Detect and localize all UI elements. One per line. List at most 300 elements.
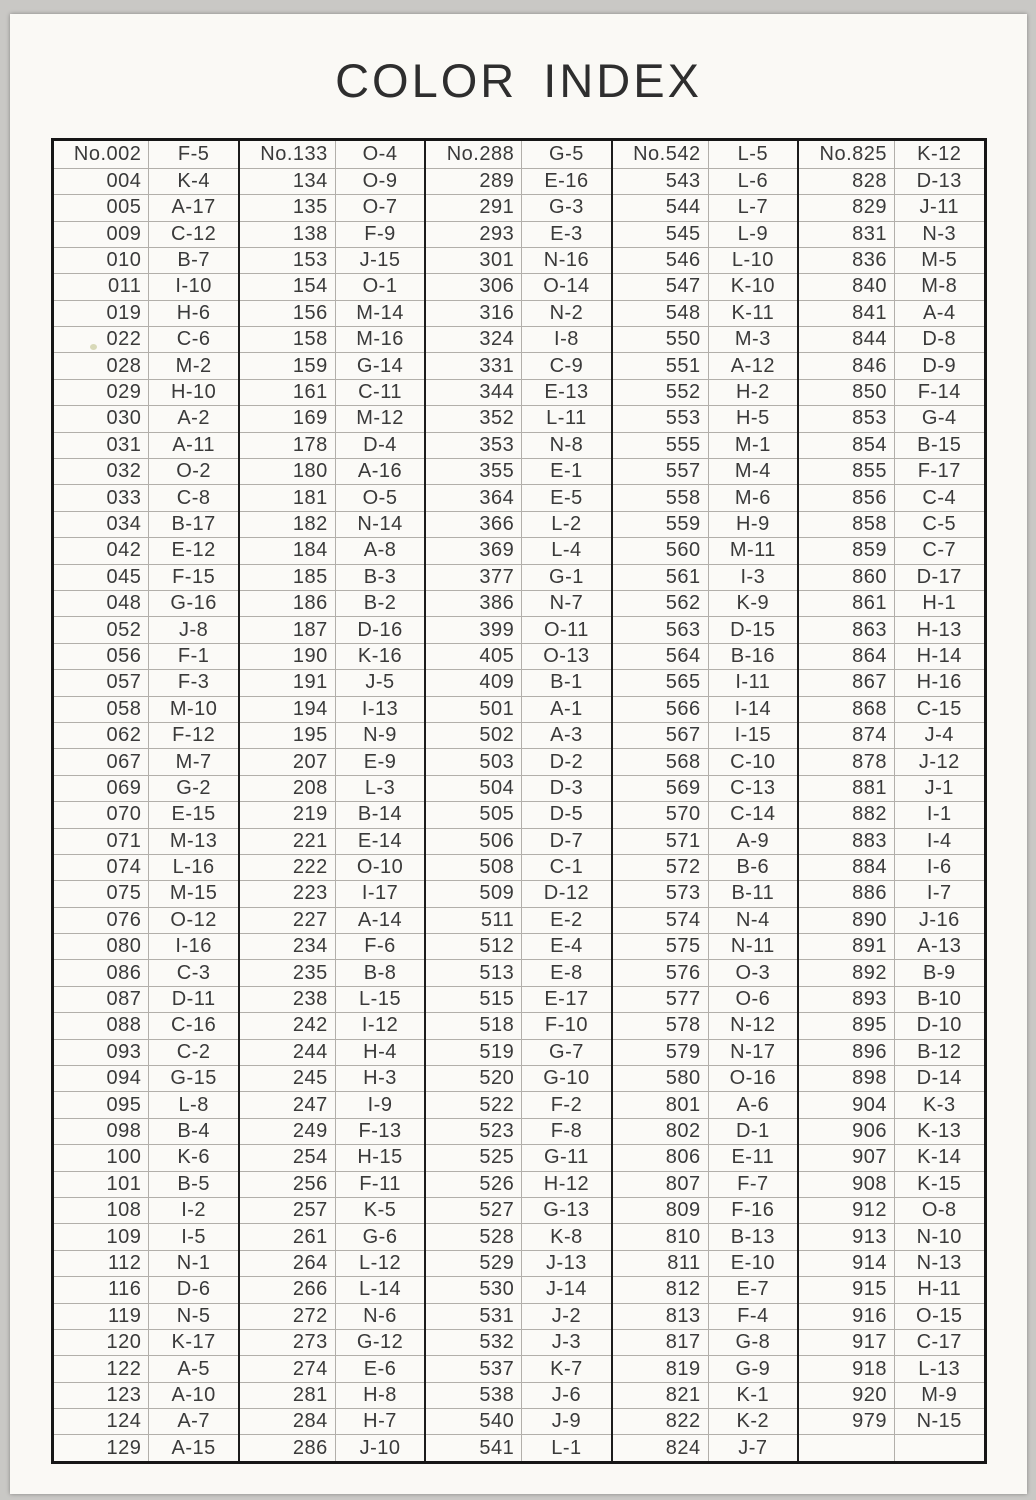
- index-number-cell: 807: [613, 1172, 709, 1197]
- index-number-cell: 301: [426, 248, 522, 273]
- index-code-cell: A-4: [922, 301, 956, 324]
- index-number-cell: 546: [613, 248, 709, 273]
- table-row: [426, 326, 610, 352]
- index-code-cell: M-10: [169, 697, 218, 720]
- index-number-cell: 846: [799, 353, 895, 378]
- index-number-cell: 247: [240, 1092, 336, 1117]
- table-row: [799, 564, 983, 590]
- table-row: [799, 1171, 983, 1197]
- index-number-cell: 094: [54, 1066, 150, 1091]
- table-row: [799, 828, 983, 854]
- index-code-cell: O-5: [362, 486, 398, 509]
- index-code-cell: B-7: [177, 249, 210, 272]
- index-number-cell: 917: [799, 1330, 895, 1355]
- index-number-cell: 221: [240, 829, 336, 854]
- index-code-cell: B-6: [736, 856, 770, 879]
- index-number-cell: 819: [613, 1356, 709, 1381]
- index-code-cell: F-12: [172, 724, 216, 747]
- table-row: [240, 907, 424, 933]
- index-code-cell: E-9: [363, 750, 397, 773]
- index-code-cell: C-4: [922, 486, 957, 509]
- index-number-cell: 123: [54, 1383, 150, 1408]
- index-number-cell: 386: [426, 591, 522, 616]
- index-number-cell: 088: [54, 1013, 150, 1038]
- index-code-cell: L-7: [737, 196, 769, 219]
- index-number-cell: 525: [426, 1145, 522, 1170]
- index-number-cell: 890: [799, 908, 895, 933]
- table-row: [54, 616, 238, 642]
- index-code-cell: I-15: [734, 724, 772, 747]
- index-code-cell: A-9: [736, 829, 770, 852]
- index-code-cell: C-10: [730, 750, 776, 773]
- index-number-cell: 836: [799, 248, 895, 273]
- index-code-cell: A-8: [363, 539, 397, 562]
- index-code-cell: D-11: [171, 988, 216, 1011]
- index-number-cell: 369: [426, 538, 522, 563]
- color-index-table: [51, 138, 987, 1464]
- table-row: [54, 326, 238, 352]
- index-code-cell: L-14: [359, 1278, 402, 1301]
- index-code-cell: O-16: [729, 1067, 777, 1090]
- table-row: [54, 775, 238, 801]
- table-row: [54, 801, 238, 827]
- table-row: [240, 1382, 424, 1408]
- page-title: COLOR INDEX: [335, 54, 702, 107]
- index-code-cell: I-2: [181, 1199, 207, 1222]
- table-row: [613, 748, 797, 774]
- table-row: [613, 168, 797, 194]
- index-code-cell: L-10: [731, 249, 774, 272]
- index-code-cell: G-4: [921, 407, 957, 430]
- index-code-cell: G-6: [362, 1225, 398, 1248]
- table-row: [54, 458, 238, 484]
- table-row: [54, 828, 238, 854]
- table-row: [613, 1408, 797, 1434]
- index-number-cell: 552: [613, 380, 709, 405]
- index-number-cell: 208: [240, 776, 336, 801]
- index-code-cell: J-9: [551, 1410, 582, 1433]
- index-code-cell: I-10: [175, 275, 212, 298]
- index-code-cell: H-5: [735, 407, 770, 430]
- table-row: [54, 854, 238, 880]
- table-row: [613, 933, 797, 959]
- index-number-cell: 242: [240, 1013, 336, 1038]
- index-number-cell: 508: [426, 855, 522, 880]
- index-code-cell: C-17: [916, 1331, 962, 1354]
- index-number-cell: 191: [240, 670, 336, 695]
- index-number-cell: 537: [426, 1356, 522, 1381]
- index-number-cell: 573: [613, 881, 709, 906]
- table-row: [240, 1303, 424, 1329]
- index-number-cell: 855: [799, 459, 895, 484]
- index-code-cell: G-9: [735, 1357, 771, 1380]
- table-row: [54, 669, 238, 695]
- table-row: [799, 194, 983, 220]
- table-row: [426, 880, 610, 906]
- index-code-cell: G-12: [356, 1331, 404, 1354]
- index-number-cell: 086: [54, 960, 150, 985]
- index-number-cell: 893: [799, 987, 895, 1012]
- index-number-cell: 366: [426, 512, 522, 537]
- index-code-cell: G-13: [543, 1199, 590, 1222]
- index-number-cell: 156: [240, 301, 336, 326]
- table-row: [426, 1250, 610, 1276]
- table-row: [799, 1118, 983, 1144]
- table-row: [426, 959, 610, 985]
- index-number-cell: 874: [799, 723, 895, 748]
- index-number-cell: 522: [426, 1092, 522, 1117]
- index-number-cell: 811: [613, 1251, 709, 1276]
- index-number-cell: 030: [54, 406, 150, 431]
- index-code-cell: F-5: [177, 143, 210, 166]
- index-number-cell: 219: [240, 802, 336, 827]
- index-column: [424, 141, 610, 1461]
- index-code-cell: [895, 1435, 984, 1460]
- index-code-cell: D-6: [176, 1278, 211, 1301]
- index-number-cell: 562: [613, 591, 709, 616]
- table-row: [799, 326, 983, 352]
- index-number-cell: 543: [613, 169, 709, 194]
- index-code-cell: H-13: [916, 618, 962, 641]
- table-row: [613, 511, 797, 537]
- table-row: [426, 1197, 610, 1223]
- index-number-cell: 531: [426, 1304, 522, 1329]
- table-row: [240, 1408, 424, 1434]
- index-number-cell: 223: [240, 881, 336, 906]
- index-code-cell: K-11: [731, 301, 775, 324]
- index-number-cell: 840: [799, 274, 895, 299]
- table-row: [799, 959, 983, 985]
- index-code-cell: B-14: [357, 803, 403, 826]
- table-row: [54, 273, 238, 299]
- table-row: [426, 801, 610, 827]
- index-code-cell: H-9: [735, 513, 770, 535]
- table-row: [613, 669, 797, 695]
- index-code-cell: A-3: [550, 724, 583, 747]
- index-code-cell: C-3: [176, 961, 211, 984]
- table-row: [54, 1118, 238, 1144]
- index-number-cell: 195: [240, 723, 336, 748]
- index-number-cell: 067: [54, 749, 150, 774]
- index-code-cell: L-6: [737, 169, 769, 192]
- table-row: [426, 484, 610, 510]
- index-code-cell: K-4: [177, 169, 210, 192]
- index-code-cell: K-14: [917, 1146, 962, 1169]
- table-row: [240, 326, 424, 352]
- index-number-cell: 161: [240, 380, 336, 405]
- table-row: [426, 432, 610, 458]
- index-code-cell: K-8: [550, 1225, 583, 1248]
- index-number-cell: 004: [54, 169, 150, 194]
- table-row: [240, 854, 424, 880]
- index-number-cell: 399: [426, 617, 522, 642]
- table-row: [426, 564, 610, 590]
- index-code-cell: M-12: [356, 407, 404, 430]
- index-number-cell: 550: [613, 327, 709, 352]
- index-number-cell: 293: [426, 222, 522, 247]
- index-number-cell: 520: [426, 1066, 522, 1091]
- table-row: [426, 1065, 610, 1091]
- index-code-cell: A-11: [172, 433, 216, 456]
- index-number-cell: 915: [799, 1277, 895, 1302]
- index-number-cell: 506: [426, 829, 522, 854]
- table-row: [613, 300, 797, 326]
- table-row: [799, 722, 983, 748]
- index-number-cell: 235: [240, 960, 336, 985]
- table-row: [54, 643, 238, 669]
- index-code-cell: F-8: [550, 1119, 583, 1142]
- index-number-cell: 898: [799, 1066, 895, 1091]
- index-number-cell: 559: [613, 512, 709, 537]
- index-number-cell: 891: [799, 934, 895, 959]
- index-code-cell: K-2: [736, 1410, 770, 1433]
- table-row: [54, 986, 238, 1012]
- index-code-cell: C-9: [549, 354, 584, 377]
- index-code-cell: H-3: [363, 1067, 397, 1090]
- index-code-cell: B-16: [730, 644, 775, 667]
- index-number-cell: 005: [54, 195, 150, 220]
- index-number-cell: 057: [54, 670, 150, 695]
- index-number-cell: 913: [799, 1224, 895, 1249]
- index-code-cell: M-9: [921, 1383, 958, 1406]
- index-number-cell: 032: [54, 459, 150, 484]
- index-code-cell: N-7: [549, 592, 584, 615]
- table-row: [426, 669, 610, 695]
- table-row: [799, 1434, 983, 1460]
- table-row: [799, 273, 983, 299]
- index-number-cell: 274: [240, 1356, 336, 1381]
- index-number-cell: 563: [613, 617, 709, 642]
- index-number-cell: 574: [613, 908, 709, 933]
- table-row: [426, 1012, 610, 1038]
- index-number-cell: 306: [426, 274, 522, 299]
- index-code-cell: I-6: [926, 856, 952, 879]
- index-code-cell: J-14: [546, 1278, 587, 1301]
- table-row: [240, 511, 424, 537]
- index-number-cell: 501: [426, 697, 522, 722]
- index-number-cell: 802: [613, 1119, 709, 1144]
- index-number-cell: 560: [613, 538, 709, 563]
- index-number-cell: 858: [799, 512, 895, 537]
- index-number-cell: 511: [426, 908, 522, 933]
- index-number-cell: 182: [240, 512, 336, 537]
- index-number-cell: 158: [240, 327, 336, 352]
- table-row: [240, 300, 424, 326]
- index-number-cell: No.133: [240, 141, 336, 167]
- index-code-cell: K-6: [177, 1146, 210, 1169]
- table-row: [426, 748, 610, 774]
- index-number-cell: 813: [613, 1304, 709, 1329]
- index-code-cell: G-7: [549, 1040, 584, 1063]
- index-number-cell: 519: [426, 1040, 522, 1065]
- index-number-cell: 286: [240, 1435, 336, 1460]
- table-row: [799, 1065, 983, 1091]
- index-number-cell: 908: [799, 1172, 895, 1197]
- table-row: [240, 379, 424, 405]
- index-code-cell: N-10: [916, 1225, 962, 1248]
- table-row: [799, 801, 983, 827]
- table-row: [613, 1382, 797, 1408]
- index-code-cell: K-3: [922, 1093, 956, 1116]
- index-code-cell: I-13: [361, 697, 399, 720]
- index-number-cell: 906: [799, 1119, 895, 1144]
- index-number-cell: 577: [613, 987, 709, 1012]
- index-code-cell: E-6: [363, 1357, 397, 1380]
- index-code-cell: J-3: [551, 1331, 582, 1354]
- index-code-cell: A-15: [171, 1436, 216, 1459]
- index-number-cell: 074: [54, 855, 150, 880]
- index-number-cell: 355: [426, 459, 522, 484]
- index-number-cell: 904: [799, 1092, 895, 1117]
- index-code-cell: H-7: [363, 1410, 397, 1433]
- index-code-cell: D-12: [543, 882, 590, 905]
- index-number-cell: 854: [799, 433, 895, 458]
- index-code-cell: A-16: [357, 460, 403, 483]
- table-row: [240, 1276, 424, 1302]
- index-code-cell: B-3: [363, 565, 397, 588]
- index-number-cell: 028: [54, 353, 150, 378]
- index-number-cell: 545: [613, 222, 709, 247]
- table-row: [799, 1144, 983, 1170]
- index-number-cell: 256: [240, 1172, 336, 1197]
- index-number-cell: 238: [240, 987, 336, 1012]
- table-row: [240, 458, 424, 484]
- index-code-cell: E-16: [544, 169, 589, 192]
- index-code-cell: A-17: [171, 196, 216, 219]
- index-number-cell: 042: [54, 538, 150, 563]
- table-row: [799, 1355, 983, 1381]
- table-row: [240, 696, 424, 722]
- index-code-cell: H-6: [176, 301, 211, 324]
- table-row: [426, 405, 610, 431]
- index-number-cell: 561: [613, 565, 709, 590]
- index-code-cell: O-3: [735, 961, 771, 984]
- index-number-cell: 324: [426, 327, 522, 352]
- index-code-cell: J-2: [551, 1304, 582, 1327]
- table-row: [426, 1171, 610, 1197]
- index-code-cell: F-15: [172, 565, 216, 588]
- index-number-cell: 569: [613, 776, 709, 801]
- table-row: [426, 722, 610, 748]
- table-row: [240, 537, 424, 563]
- table-row: [426, 854, 610, 880]
- index-code-cell: D-16: [357, 618, 403, 641]
- index-code-cell: N-14: [357, 513, 403, 535]
- table-row: [426, 511, 610, 537]
- index-code-cell: E-13: [544, 381, 589, 404]
- index-number-cell: 564: [613, 644, 709, 669]
- index-number-cell: [799, 1435, 895, 1460]
- table-row: [54, 1250, 238, 1276]
- index-number-cell: 884: [799, 855, 895, 880]
- index-code-cell: G-16: [170, 592, 217, 615]
- index-code-cell: E-17: [544, 988, 589, 1011]
- table-row: [799, 405, 983, 431]
- table-row: [240, 1118, 424, 1144]
- index-code-cell: D-5: [549, 803, 584, 826]
- index-number-cell: 505: [426, 802, 522, 827]
- table-row: [240, 880, 424, 906]
- table-row: [613, 273, 797, 299]
- index-code-cell: J-5: [365, 671, 395, 694]
- index-code-cell: M-5: [921, 249, 958, 272]
- table-row: [426, 1303, 610, 1329]
- index-code-cell: B-10: [917, 988, 962, 1011]
- table-row: [54, 696, 238, 722]
- table-row: [54, 1144, 238, 1170]
- index-number-cell: 576: [613, 960, 709, 985]
- index-code-cell: A-14: [357, 908, 403, 931]
- table-row: [240, 564, 424, 590]
- table-row: [426, 1276, 610, 1302]
- index-code-cell: N-12: [730, 1014, 776, 1037]
- index-code-cell: I-3: [740, 565, 766, 588]
- table-row: [54, 1223, 238, 1249]
- table-row: [240, 748, 424, 774]
- index-number-cell: 578: [613, 1013, 709, 1038]
- table-row: [799, 1408, 983, 1434]
- table-row: [240, 828, 424, 854]
- index-number-cell: 031: [54, 433, 150, 458]
- table-row: [426, 247, 610, 273]
- table-row: [799, 1276, 983, 1302]
- index-code-cell: D-10: [916, 1014, 962, 1037]
- table-row: [613, 1250, 797, 1276]
- index-code-cell: D-1: [735, 1119, 770, 1142]
- index-code-cell: D-3: [549, 776, 584, 799]
- table-row: [613, 801, 797, 827]
- index-code-cell: O-13: [543, 644, 590, 667]
- index-number-cell: 112: [54, 1251, 150, 1276]
- index-code-cell: D-17: [916, 565, 962, 588]
- index-number-cell: 518: [426, 1013, 522, 1038]
- index-column: [238, 141, 424, 1461]
- table-row: [54, 300, 238, 326]
- table-row: [613, 616, 797, 642]
- index-number-cell: 864: [799, 644, 895, 669]
- index-code-cell: C-15: [916, 697, 962, 720]
- index-code-cell: E-10: [730, 1251, 775, 1274]
- index-code-cell: I-4: [926, 829, 952, 852]
- table-row: [426, 1144, 610, 1170]
- index-code-cell: C-12: [170, 222, 217, 245]
- table-row: [240, 1012, 424, 1038]
- index-number-cell: 547: [613, 274, 709, 299]
- index-number-cell: 134: [240, 169, 336, 194]
- table-row: [54, 590, 238, 616]
- index-code-cell: F-2: [550, 1093, 583, 1116]
- index-code-cell: L-5: [737, 143, 769, 166]
- index-code-cell: N-13: [916, 1251, 962, 1274]
- index-column: [54, 141, 238, 1461]
- index-code-cell: M-16: [356, 328, 404, 351]
- index-number-cell: 071: [54, 829, 150, 854]
- index-number-cell: 257: [240, 1198, 336, 1223]
- index-number-cell: 513: [426, 960, 522, 985]
- index-code-cell: J-13: [546, 1251, 587, 1274]
- index-number-cell: 185: [240, 565, 336, 590]
- index-code-cell: O-12: [170, 908, 217, 931]
- index-code-cell: F-3: [177, 671, 210, 694]
- index-code-cell: N-11: [730, 935, 775, 958]
- index-code-cell: F-10: [544, 1014, 589, 1037]
- index-code-cell: C-5: [922, 513, 957, 535]
- index-number-cell: 821: [613, 1383, 709, 1408]
- index-number-cell: 567: [613, 723, 709, 748]
- table-row: [240, 1223, 424, 1249]
- table-row: [426, 194, 610, 220]
- table-row: [799, 1197, 983, 1223]
